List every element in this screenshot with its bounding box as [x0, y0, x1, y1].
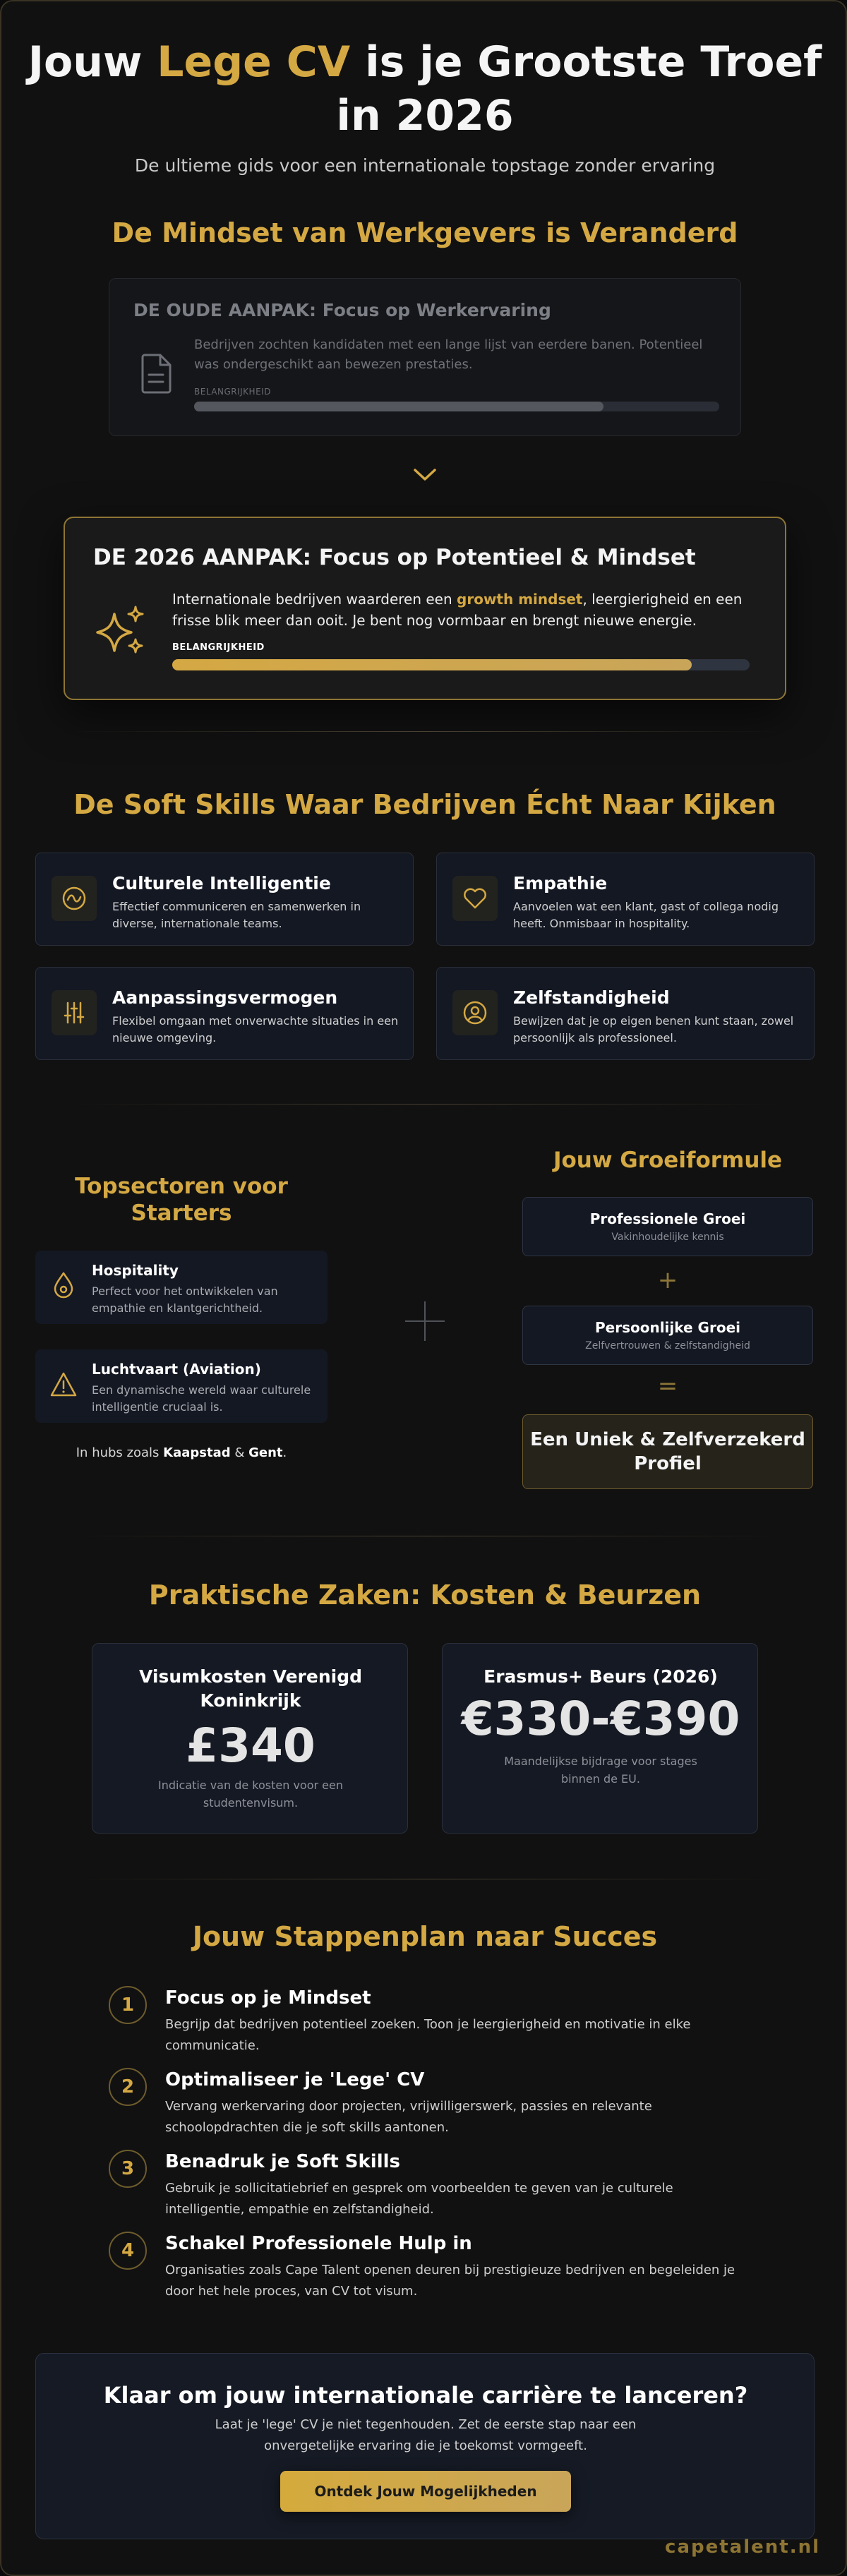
- steps-section-title: Jouw Stappenplan naar Succes: [192, 1921, 658, 1952]
- sector-card-hospitality: [35, 1251, 328, 1324]
- new-importance-fill: [172, 659, 692, 670]
- new-approach-title: DE 2026 AANPAK: Focus op Potentieel & Mindset: [93, 545, 696, 570]
- old-importance-bar: [194, 402, 719, 411]
- skill-card-independence: [436, 967, 815, 1060]
- step-number: 4: [109, 2232, 147, 2270]
- sector-name: Hospitality: [92, 1262, 179, 1279]
- cost-card-erasmus: [442, 1643, 758, 1834]
- step-title: Benadruk je Soft Skills: [165, 2151, 400, 2172]
- formula-personal-growth: [522, 1306, 813, 1365]
- sector-description: Een dynamische wereld waar culturele intelligentie cruciaal is.: [92, 1383, 311, 1414]
- cta-box: [35, 2353, 815, 2539]
- page-subtitle: De ultieme gids voor een internationale topstage zonder ervaring: [134, 155, 716, 176]
- soft-skills-section-title: De Soft Skills Waar Bedrijven Écht Naar Kijken: [73, 789, 776, 820]
- growth-mindset-highlight: growth mindset: [457, 591, 583, 608]
- plus-icon: [402, 1299, 447, 1344]
- formula-item-subtitle: Vakinhoudelijke kennis: [611, 1232, 724, 1243]
- section-divider: [72, 731, 778, 732]
- drop-icon: [49, 1270, 78, 1299]
- sector-card-aviation: [35, 1349, 328, 1423]
- formula-equals-sign: =: [657, 1372, 678, 1400]
- step-number: 3: [109, 2150, 147, 2188]
- sectors-title: Topsectoren voor Starters: [75, 1174, 288, 1226]
- step-description: Begrijp dat bedrijven potentieel zoeken. Toon je leergierigheid en motivatie in elke communicatie.: [165, 2017, 691, 2053]
- skill-name: Culturele Intelligentie: [112, 873, 331, 893]
- formula-item-title: Persoonlijke Groei: [594, 1319, 740, 1336]
- discover-opportunities-button[interactable]: Ontdek Jouw Mogelijkheden: [280, 2471, 571, 2512]
- cost-description: Maandelijkse bijdrage voor stages binnen de EU.: [504, 1755, 697, 1786]
- warning-icon: [49, 1371, 78, 1399]
- new-approach-card: [64, 517, 786, 700]
- skill-name: Aanpassingsvermogen: [112, 987, 338, 1008]
- cost-card-visa: [92, 1643, 408, 1834]
- step-description: Gebruik je sollicitatiebrief en gesprek om voorbeelden te geven van je culturele intelligentie, empathie en zelfstandigheid.: [165, 2181, 673, 2217]
- old-approach-description: Bedrijven zochten kandidaten met een lange lijst van eerdere banen. Potentieel was ondergeschikt aan bewezen prestaties.: [194, 337, 703, 372]
- new-approach-description: Internationale bedrijven waarderen een growth mindset, leergierigheid en een frisse blik meer dan ooit. Je bent nog vormbaar en brengt nieuwe energie.: [172, 591, 743, 629]
- skill-name: Zelfstandigheid: [513, 987, 670, 1008]
- new-importance-bar: [172, 659, 750, 670]
- step-title: Schakel Professionele Hulp in: [165, 2233, 472, 2254]
- globe-icon: [60, 884, 88, 913]
- page-title: Jouw Lege CV is je Grootste Troef in 2026: [28, 37, 822, 140]
- skill-description: Effectief communiceren en samenwerken in diverse, internationale teams.: [112, 900, 361, 930]
- skill-card-empathy: [436, 853, 815, 946]
- formula-item-subtitle: Zelfvertrouwen & zelfstandigheid: [585, 1340, 750, 1352]
- heart-icon: [461, 884, 489, 913]
- formula-result: Een Uniek & Zelfverzekerd Profiel: [522, 1414, 813, 1489]
- step-description: Vervang werkervaring door projecten, vrijwilligerswerk, passies en relevante schoolopdrachten die je soft skills aantonen.: [165, 2099, 652, 2135]
- cost-description: Indicatie van de kosten voor een studentenvisum.: [158, 1778, 343, 1810]
- skill-description: Aanvoelen wat een klant, gast of collega nodig heeft. Onmisbaar in hospitality.: [513, 900, 779, 930]
- mindset-section-title: De Mindset van Werkgevers is Veranderd: [112, 217, 738, 248]
- skill-description: Flexibel omgaan met onverwachte situaties in een nieuwe omgeving.: [112, 1014, 399, 1045]
- costs-section-title: Praktische Zaken: Kosten & Beurzen: [148, 1579, 702, 1611]
- skill-card-adaptability: [35, 967, 414, 1060]
- step-number: 2: [109, 2068, 147, 2106]
- step-description: Organisaties zoals Cape Talent openen deuren bij prestigieuze bedrijven en begeleiden je door het hele proces, van CV tot visum.: [165, 2263, 735, 2299]
- sliders-icon: [60, 999, 88, 1027]
- formula-plus-sign: +: [657, 1266, 678, 1294]
- user-circle-icon: [461, 999, 489, 1027]
- step-title: Focus op je Mindset: [165, 1987, 371, 2009]
- formula-title: Jouw Groeiformule: [553, 1148, 783, 1173]
- old-importance-label: BELANGRIJKHEID: [194, 387, 271, 397]
- sector-description: Perfect voor het ontwikkelen van empathie en klantgerichtheid.: [92, 1284, 278, 1315]
- step-number: 1: [109, 1986, 147, 2024]
- title-accent: Lege CV: [157, 37, 351, 87]
- cta-description: Laat je 'lege' CV je niet tegenhouden. Zet de eerste stap naar een onvergetelijke ervaring die je toekomst vormgeeft.: [215, 2417, 637, 2453]
- chevron-down-icon: [412, 467, 438, 483]
- hubs-text: In hubs zoals Kaapstad & Gent.: [76, 1445, 287, 1460]
- formula-item-title: Professionele Groei: [589, 1210, 746, 1227]
- brand-logo-text[interactable]: capetalent.nl: [665, 2536, 820, 2558]
- sector-name: Luchtvaart (Aviation): [92, 1361, 261, 1378]
- step-title: Optimaliseer je 'Lege' CV: [165, 2069, 425, 2090]
- section-divider: [72, 1104, 778, 1105]
- sparkles-icon: [95, 604, 147, 656]
- skill-card-cultural-intelligence: [35, 853, 414, 946]
- cta-title: Klaar om jouw internationale carrière te lanceren?: [103, 2382, 748, 2409]
- hero: [1, 35, 847, 176]
- old-approach-card: [109, 278, 741, 436]
- document-icon: [139, 352, 174, 395]
- cost-title: Visumkosten Verenigd Koninkrijk: [138, 1666, 362, 1711]
- skill-name: Empathie: [513, 873, 608, 893]
- cost-title: Erasmus+ Beurs (2026): [483, 1666, 718, 1687]
- cost-value: €330-€390: [461, 1692, 740, 1746]
- old-importance-fill: [194, 402, 603, 411]
- skill-description: Bewijzen dat je op eigen benen kunt staan, zowel persoonlijk als professioneel.: [513, 1014, 794, 1045]
- old-approach-title: DE OUDE AANPAK: Focus op Werkervaring: [133, 300, 551, 320]
- formula-professional-growth: [522, 1197, 813, 1256]
- new-importance-label: BELANGRIJKHEID: [172, 642, 265, 653]
- cost-value: £340: [186, 1719, 316, 1773]
